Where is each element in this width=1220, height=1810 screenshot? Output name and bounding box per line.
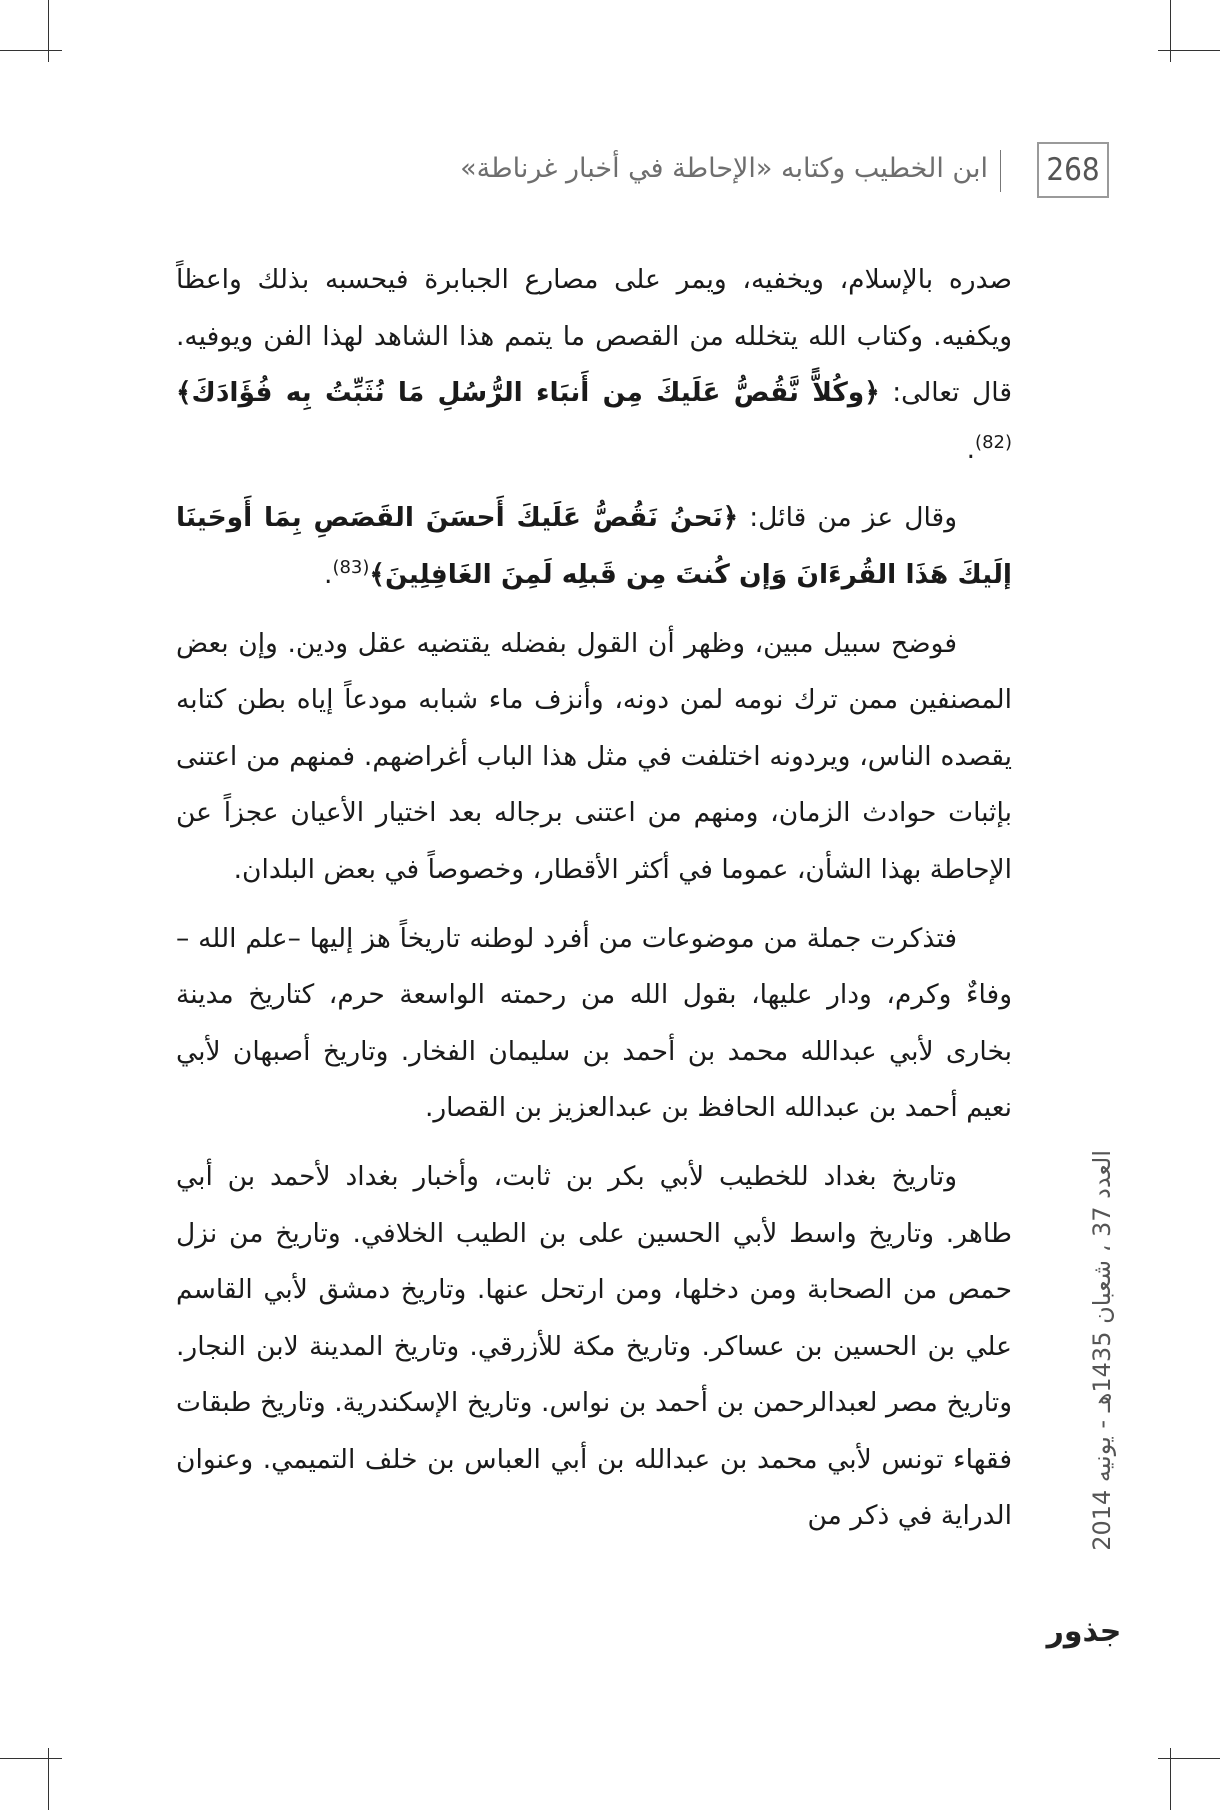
footnote-ref: (82) (975, 431, 1012, 453)
paragraph (176, 252, 1012, 478)
crop-mark (1170, 1748, 1171, 1810)
crop-mark (0, 1758, 62, 1759)
paragraph-end: . (324, 558, 333, 590)
footnote-ref: (83) (332, 557, 370, 579)
running-header-title: ابن الخطيب وكتابه «الإحاطة في أخبار غرناطة» (460, 153, 988, 184)
crop-mark (1170, 0, 1171, 62)
paragraph-end: . (966, 433, 976, 465)
crop-mark (0, 50, 62, 51)
quran-verse: ﴿نَحنُ نَقُصُّ عَلَيكَ أَحسَنَ القَصَصِ بِمَا أَوحَينَا إلَيكَ هَذَا القُرءَانَ وَإن كُنتَ مِن قَبلِه لَمِنَ الغَافِلِينَ﴾ (176, 502, 1012, 590)
quran-verse: ﴿وكُلاًّ نَّقُصُّ عَلَيكَ مِن أَنبَاء الرُّسُلِ مَا نُثَبِّتُ بِه فُؤَادَكَ﴾ (176, 377, 880, 409)
crop-mark (48, 1748, 49, 1810)
crop-mark (1158, 1758, 1220, 1759)
page-number: 268 (1037, 142, 1109, 198)
paragraph (176, 490, 1012, 603)
issue-info-vertical: العدد 37 ، شعبان 1435هـ - يونيه 2014 (1088, 1150, 1116, 1551)
paragraph: فتذكرت جملة من موضوعات من أفرد لوطنه تاريخاً هز إليها –علم الله – وفاءٌ وكرم، ودار عليها، بقول الله من رحمته الواسعة حرم، كتاريخ مدينة بخارى لأبي عبدالله محمد بن أحمد بن سليمان الفخار. وتاريخ أصبهان لأبي نعيم أحمد بن عبدالله الحافظ بن عبدالعزيز بن القصار. (176, 922, 1012, 1124)
crop-mark (48, 0, 49, 62)
article-body (176, 252, 1012, 1557)
journal-logo: جذور (1046, 1614, 1122, 1649)
paragraph: فوضح سبيل مبين، وظهر أن القول بفضله يقتضيه عقل ودين. وإن بعض المصنفين ممن ترك نومه لمن دونه، وأنزف ماء شبابه مودعاً إياه بطن كتابه يقصده الناس، ويردونه اختلفت في مثل هذا الباب أغراضهم. فمنهم من اعتنى بإثبات حوادث الزمان، ومنهم من اعتنى برجاله بعد اختيار الأعيان عجزاً عن الإحاطة بهذا الشأن، عموما في أكثر الأقطار، وخصوصاً في بعض البلدان. (176, 627, 1012, 885)
paragraph: وتاريخ بغداد للخطيب لأبي بكر بن ثابت، وأخبار بغداد لأحمد بن أبي طاهر. وتاريخ واسط لأبي الحسين على بن الطيب الخلافي. وتاريخ من نزل حمص من الصحابة ومن دخلها، ومن ارتحل عنها. وتاريخ دمشق لأبي القاسم علي بن الحسين بن عساكر. وتاريخ مكة للأزرقي. وتاريخ المدينة لابن النجار. وتاريخ مصر لعبدالرحمن بن أحمد بن نواس. وتاريخ الإسكندرية. وتاريخ طبقات فقهاء تونس لأبي محمد بن عبدالله بن أبي العباس بن خلف التميمي. وعنوان الدراية في ذكر من (176, 1160, 1012, 1532)
crop-mark (1158, 50, 1220, 51)
header-divider (1000, 150, 1001, 192)
paragraph-text: صدره بالإسلام، ويخفيه، ويمر على مصارع الجبابرة فيحسبه بذلك واعظاً ويكفيه. وكتاب الله يتخلله من القصص ما يتمم هذا الشاهد لهذا الفن ويوفيه. قال تعالى: (176, 264, 1012, 409)
paragraph-text: وقال عز من قائل: (738, 502, 958, 534)
